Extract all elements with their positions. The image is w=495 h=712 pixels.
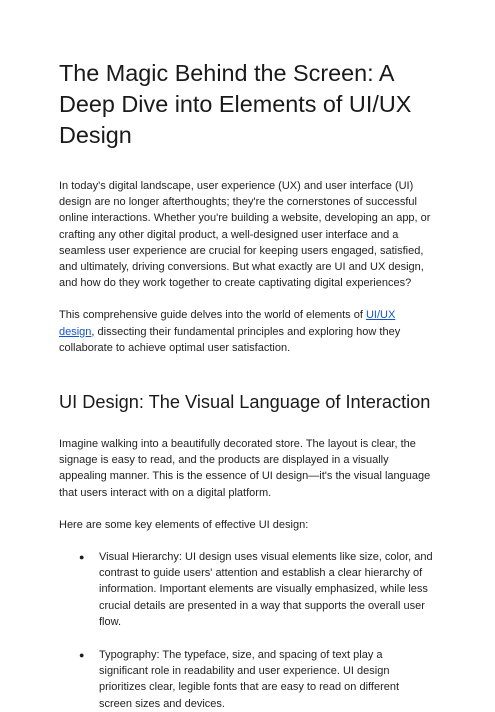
section-heading: UI Design: The Visual Language of Interaction bbox=[59, 392, 431, 413]
list-item-text: Typography: The typeface, size, and spacing of text play a significant role in readability and user experience. UI design prioritizes clear, legible fonts that are easy to read on different screen sizes and devices. bbox=[99, 649, 400, 710]
list-item bbox=[79, 549, 433, 630]
bullet-icon: ● bbox=[79, 650, 85, 661]
intro-paragraph: In today's digital landscape, user experience (UX) and user interface (UI) design are no longer afterthoughts; they're the cornerstones of successful online interactions. Whether you're building a website, developing an app, or crafting any other digital product, a well-designed user interface and a seamless user experience are crucial for keeping users engaged, satisfied, and ultimately, driving conversions. But what exactly are UI and UX design, and how do they work together to create captivating digital experiences? bbox=[59, 180, 431, 290]
guide-paragraph bbox=[59, 307, 433, 356]
ui-elements-list bbox=[59, 549, 433, 712]
ui-ux-design-link[interactable]: UI/UX design bbox=[59, 309, 396, 338]
document-title: The Magic Behind the Screen: A Deep Dive into Elements of UI/UX Design bbox=[59, 60, 412, 148]
bullet-icon: ● bbox=[79, 552, 85, 563]
list-item bbox=[79, 647, 433, 712]
guide-text-after: , dissecting their fundamental principles and exploring how they collaborate to achieve optimal user satisfaction. bbox=[59, 325, 401, 354]
list-item-text: Visual Hierarchy: UI design uses visual elements like size, color, and contrast to guide users' attention and establish a clear hierarchy of information. Important elements are visually emphasized, while less crucial details are presented in a way that supports the overall user flow. bbox=[99, 551, 433, 628]
section-intro-paragraph: Imagine walking into a beautifully decorated store. The layout is clear, the signage is easy to read, and the products are displayed in a visually appealing manner. This is the essence of UI design—it's the visual language that users interact with on a digital platform. bbox=[59, 438, 431, 499]
list-intro-paragraph: Here are some key elements of effective UI design: bbox=[59, 518, 309, 531]
guide-text-before: This comprehensive guide delves into the world of elements of bbox=[59, 309, 366, 322]
